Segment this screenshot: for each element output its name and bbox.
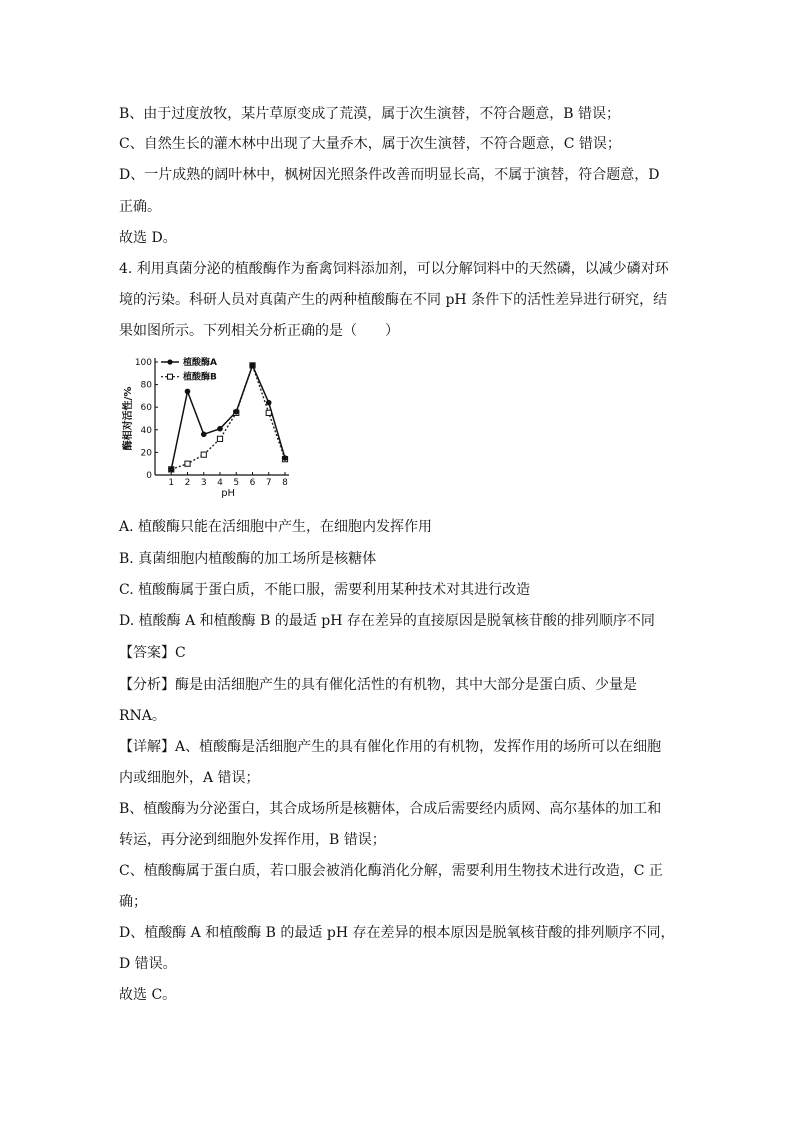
text-line: B、由于过度放牧，某片草原变成了荒漠，属于次生演替，不符合题意，B 错误；: [119, 106, 621, 122]
explanation-line: B、植酸酶为分泌蛋白，其合成场所是核糖体，合成后需要经内质网、高尔基体的加工和: [119, 801, 662, 817]
option-b: B. 真菌细胞内植酸酶的加工场所是核糖体: [119, 551, 377, 567]
analysis-line: 【分析】酶是由活细胞产生的具有催化活性的有机物，其中大部分是蛋白质、少量是: [119, 677, 637, 693]
series-a-point: [201, 432, 207, 438]
series-a-point: [233, 409, 239, 415]
series-b-point: [201, 452, 206, 457]
y-tick-label: 80: [140, 380, 152, 391]
series-a-point: [282, 455, 288, 461]
x-tick-label: 5: [233, 478, 240, 488]
explanation-line: 内或细胞外，A 错误；: [119, 770, 260, 786]
chart-svg: [119, 352, 299, 502]
explanation-line: D、植酸酶 A 和植酸酶 B 的最适 pH 存在差异的根本原因是脱氧核苷酸的排列顺序不同，: [119, 925, 675, 941]
y-tick-label: 40: [140, 425, 152, 436]
explanation-line: 转运，再分泌到细胞外发挥作用，B 错误；: [119, 832, 386, 848]
x-tick-label: 3: [200, 478, 207, 488]
legend-b-marker: [168, 374, 173, 379]
series-a-point: [185, 389, 191, 395]
question-stem: 境的污染。科研人员对真菌产生的两种植酸酶在不同 pH 条件下的活性差异进行研究，结: [119, 292, 668, 308]
series-a-point: [168, 467, 174, 473]
answer-line: 【答案】C: [119, 645, 186, 661]
series-b-point: [185, 461, 190, 466]
series-a-point: [217, 426, 223, 432]
explanation-line: D 错误。: [119, 956, 177, 972]
x-tick-label: 8: [282, 478, 288, 488]
x-tick-label: 7: [265, 478, 272, 488]
explanation-line: 确；: [119, 894, 147, 910]
x-tick-label: 4: [217, 478, 223, 488]
y-tick-label: 60: [140, 403, 152, 414]
enzyme-activity-chart: [119, 352, 299, 502]
series-b-point: [217, 436, 222, 441]
text-line: C、自然生长的灌木林中出现了大量乔木，属于次生演替，不符合题意，C 错误；: [119, 136, 621, 152]
explanation-line: C、植酸酶属于蛋白质，若口服会被消化酶消化分解，需要利用生物技术进行改造，C 正: [119, 863, 663, 879]
analysis-line: RNA。: [119, 708, 166, 724]
y-axis-label: 酶相对活性/%: [123, 386, 134, 451]
y-tick-label: 100: [134, 358, 152, 368]
question-stem: 果如图所示。下列相关分析正确的是（ ）: [119, 323, 399, 339]
x-tick-label: 6: [249, 478, 256, 488]
option-c: C. 植酸酶属于蛋白质，不能口服，需要利用某种技术对其进行改造: [119, 582, 531, 598]
x-tick-label: 2: [184, 478, 191, 488]
x-tick-label: 1: [168, 478, 175, 488]
series-b-point: [266, 410, 271, 415]
text-line: D、一片成熟的阔叶林中，枫树因光照条件改善而明显长高，不属于演替，符合题意，D: [119, 167, 660, 183]
explanation-line: 故选 C。: [119, 987, 177, 1003]
legend-a-marker: [167, 359, 172, 364]
text-line: 故选 D。: [119, 230, 177, 246]
x-axis-label: pH: [221, 488, 236, 499]
text-line: 正确。: [119, 199, 161, 215]
series-a-point: [250, 363, 256, 369]
legend-b-label: 植酸酶B: [183, 372, 217, 383]
y-tick-label: 0: [146, 471, 152, 481]
option-d: D. 植酸酶 A 和植酸酶 B 的最适 pH 存在差异的直接原因是脱氧核苷酸的排列顺序不同: [119, 613, 655, 629]
explanation-line: 【详解】A、植酸酶是活细胞产生的具有催化作用的有机物，发挥作用的场所可以在细胞: [119, 739, 662, 755]
legend-a-label: 植酸酶A: [183, 358, 217, 368]
y-tick-label: 20: [140, 448, 152, 459]
question-stem: 4. 利用真菌分泌的植酸酶作为畜禽饲料添加剂，可以分解饲料中的天然磷，以减少磷对环: [119, 261, 669, 277]
series-a-point: [266, 400, 272, 406]
option-a: A. 植酸酶只能在活细胞中产生，在细胞内发挥作用: [119, 519, 433, 535]
